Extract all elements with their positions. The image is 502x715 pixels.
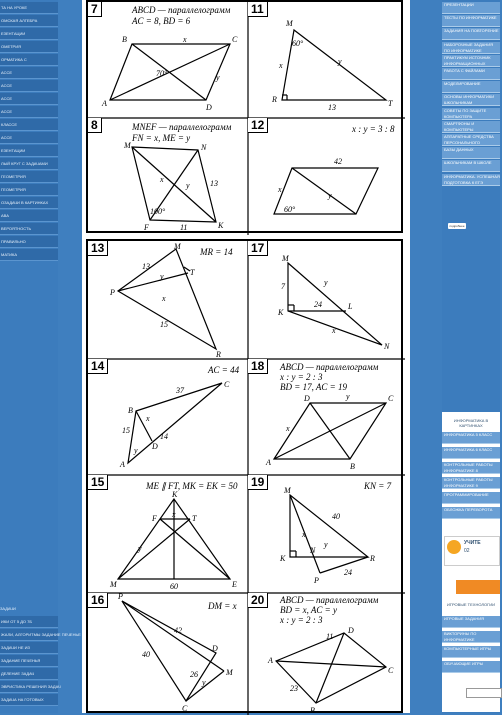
label: C — [224, 380, 230, 389]
label: D — [304, 394, 310, 403]
left-menu-item[interactable]: ЕЗЕНТАЦИИ — [0, 145, 58, 157]
label: P — [314, 576, 319, 585]
label: y — [328, 191, 332, 200]
label: M — [284, 486, 291, 495]
label: B — [128, 406, 133, 415]
label: N — [201, 143, 207, 152]
right-menu-item[interactable]: СМАРТФОНЫ И КОМПЬЮТЕРЫ — [442, 121, 500, 133]
problem-condition: BD = x, AC = y — [280, 605, 337, 615]
left-menu-item[interactable]: ТА НА УРОКЕ — [0, 2, 58, 14]
label: 24 — [344, 568, 352, 577]
left-menu-item[interactable]: ГЕОМЕТРИЯ — [0, 171, 58, 183]
problem-condition: x : y = 2 : 3 — [280, 372, 323, 382]
left-menu-item[interactable]: КЛАССЕ — [0, 119, 58, 131]
label: C — [388, 666, 394, 675]
label: y — [324, 278, 328, 287]
label: y — [160, 272, 164, 281]
left-menu-item[interactable]: ЗАДАЧИ НЕ ИЗ — [0, 642, 58, 654]
problem-number: 19 — [248, 475, 268, 490]
left-menu-item[interactable]: ДЕЛЕНИЕ ЗАДАЧ — [0, 668, 58, 680]
problem-number: 7 — [88, 2, 102, 17]
more-button[interactable]: подробнее — [449, 224, 465, 228]
right-menu-item[interactable]: ИНФОРМАТИКА 5 КЛАСС — [442, 432, 500, 444]
right-mid-heading: ИНФОРМАТИКА В КАРТИНКАХ — [453, 418, 489, 428]
right-menu-item[interactable]: ЗАДАНИЯ НА ПОВТОРЕНИЕ — [442, 28, 500, 40]
label: x — [302, 530, 306, 539]
problem-number: 16 — [88, 593, 108, 608]
label: 14 — [160, 432, 168, 441]
left-menu-item[interactable]: АВА — [0, 210, 58, 222]
right-menu-item[interactable]: ТЕСТЫ ПО ИНФОРМАТИКЕ — [442, 15, 500, 27]
problem-condition: FN = x, ME = y — [132, 133, 191, 143]
left-menu-item[interactable]: МАТИКА — [0, 249, 58, 261]
label: 11 — [180, 223, 188, 232]
label: 60° — [292, 39, 304, 48]
label: C — [182, 704, 188, 713]
label: 24 — [314, 300, 322, 309]
label: D — [212, 644, 218, 653]
label: 15 — [122, 426, 130, 435]
label: x — [286, 424, 290, 433]
label: D — [206, 103, 212, 112]
label: x — [160, 175, 164, 184]
problem-number: 20 — [248, 593, 268, 608]
right-menu-item[interactable]: ИНФОРМАТИКА 6 КЛАСС — [442, 447, 500, 459]
left-menu-item[interactable]: ЗАДАНИЕ ПЕЧЕНЬЯ — [0, 655, 58, 667]
label: L — [348, 302, 353, 311]
problem-condition: KN = 7 — [364, 481, 392, 491]
problem-condition: x : y = 2 : 3 — [280, 615, 323, 625]
label: 26 — [190, 670, 198, 679]
right-menu-item[interactable]: ОСНОВЫ ИНФОРМАТИКИ ШКОЛЬНИКАМ — [442, 94, 500, 106]
problem-number: 12 — [248, 118, 268, 133]
label: P — [110, 288, 115, 297]
problem-condition: ABCD — параллелограмм — [280, 595, 379, 605]
label: 40 — [142, 650, 150, 659]
label: N — [384, 342, 390, 351]
teacher-card[interactable] — [444, 536, 500, 566]
label: A — [102, 99, 107, 108]
problem-condition: DM = x — [208, 601, 237, 611]
problems-page — [82, 0, 410, 713]
label: M — [124, 141, 131, 150]
right-sidebar — [442, 0, 500, 713]
label: 40 — [332, 512, 340, 521]
right-menu-item[interactable]: ИГРОВЫЕ ЗАДАНИЯ — [442, 616, 500, 628]
label: C — [232, 35, 238, 44]
left-section-heading: ЗАДАЧИ — [0, 606, 16, 611]
left-menu-item[interactable]: ИКИ ОТ 5 ДО 7Б — [0, 616, 58, 628]
label: F — [152, 514, 157, 523]
left-menu-item[interactable]: ВЕРОЯТНОСТЬ — [0, 223, 58, 235]
label: 23 — [290, 684, 298, 693]
orange-button[interactable] — [456, 580, 500, 594]
label: N — [310, 546, 316, 555]
right-bottom-heading: ИГРОВЫЕ ТЕХНОЛОГИИ — [446, 602, 496, 607]
label: M — [174, 242, 181, 251]
label: 100° — [150, 207, 166, 216]
left-menu-item[interactable]: ПРАВИЛЬНО — [0, 236, 58, 248]
label: T — [190, 268, 195, 277]
label: A — [120, 460, 125, 469]
label: R — [216, 350, 221, 359]
right-menu-item[interactable]: БАЗЫ ДАННЫХ — [442, 147, 500, 159]
label: y — [216, 73, 220, 82]
label: M — [282, 254, 289, 263]
label: D — [348, 626, 354, 635]
label: x — [146, 414, 150, 423]
figure-12 — [88, 2, 405, 235]
label: P — [118, 592, 123, 601]
label: y — [186, 181, 190, 190]
label: A — [266, 458, 271, 467]
right-menu-item[interactable]: МОДЕЛИРОВАНИЕ — [442, 81, 500, 93]
left-menu-item[interactable]: АССЕ — [0, 93, 58, 105]
problem-number: 11 — [248, 2, 268, 17]
right-menu-item[interactable]: ПРАКТИКУМ ИСТОЧНИК ИНФОРМАЦИОННЫХ — [442, 55, 500, 67]
label: y — [138, 544, 142, 553]
left-sidebar — [0, 0, 81, 713]
right-menu-item[interactable]: АППАРАТНЫЕ СРЕДСТВА ПЕРСОНАЛЬНОГО — [442, 134, 500, 146]
label: y — [134, 446, 138, 455]
label: 13 — [210, 179, 218, 188]
label: 15 — [160, 320, 168, 329]
label: K — [278, 308, 284, 317]
label: R — [370, 554, 375, 563]
label: 37 — [176, 386, 184, 395]
right-menu-item[interactable]: ШКОЛЬНИКАМ В ШКОЛЕ — [442, 160, 500, 172]
search-input[interactable] — [466, 688, 502, 698]
label: 7 — [281, 282, 285, 291]
label: T — [388, 99, 393, 108]
problem-condition: BD = 17, AC = 19 — [280, 382, 347, 392]
right-menu-item[interactable]: НАБОРОЧНЫЕ ЗАДАНИЯ ПО ИНФОРМАТИКЕ — [442, 42, 500, 54]
label: y — [202, 678, 206, 687]
label: M — [226, 668, 233, 677]
label: y — [324, 540, 328, 549]
label: K — [172, 490, 178, 499]
figure-20 — [88, 241, 405, 715]
left-menu-item[interactable]: АССЕ — [0, 132, 58, 144]
left-menu-item[interactable]: ЭВРИСТИКА РЕШЕНИЯ ЗАДАЧ — [0, 681, 58, 693]
label: K — [280, 554, 286, 563]
right-menu-item[interactable]: СОВЕТЫ ПО ЗАЩИТЕ КОМПЬЮТЕРА — [442, 108, 500, 120]
problems-grid-bottom — [86, 239, 403, 713]
label: D — [152, 442, 158, 451]
label: E — [232, 580, 237, 589]
problem-condition: MR = 14 — [200, 247, 233, 257]
right-menu-item[interactable]: ПРЕЗЕНТАЦИИ — [442, 2, 500, 14]
label: 42 — [334, 157, 342, 166]
teacher-logo-icon — [447, 540, 461, 554]
label: K — [218, 221, 224, 230]
problem-number: 8 — [88, 118, 102, 133]
label: M — [110, 580, 117, 589]
label: 13 — [328, 103, 336, 112]
label: R — [272, 95, 277, 104]
problem-number: 18 — [248, 359, 268, 374]
label: x — [279, 61, 283, 70]
label: A — [268, 656, 273, 665]
left-menu-item[interactable]: ОМСКАЯ АЛГЕБРА — [0, 15, 58, 27]
left-menu-item[interactable]: АССЕ — [0, 80, 58, 92]
teacher-number: 02 — [464, 548, 470, 554]
right-menu-item[interactable]: КОНТРОЛЬНЫЕ РАБОТЫ ИНФОРМАТИКЕ 8 — [442, 462, 500, 474]
left-menu-item[interactable]: АССЕ — [0, 106, 58, 118]
label: C — [388, 394, 394, 403]
problem-number: 17 — [248, 241, 268, 256]
left-menu-item[interactable]: ОРМАТИКА С — [0, 54, 58, 66]
problem-number: 15 — [88, 475, 108, 490]
problem-number: 13 — [88, 241, 108, 256]
teacher-label: УЧИТЕ — [464, 540, 481, 546]
label: y — [338, 57, 342, 66]
label: x — [332, 326, 336, 335]
left-menu-item[interactable]: АССЕ — [0, 67, 58, 79]
problem-condition: x : y = 3 : 8 — [352, 124, 395, 134]
label: B — [350, 462, 355, 471]
left-menu-item[interactable]: ОМЕТРИЯ — [0, 41, 58, 53]
problem-condition: AC = 8, BD = 6 — [132, 16, 191, 26]
label: T — [192, 514, 197, 523]
label: 60 — [170, 582, 178, 591]
right-menu-item[interactable]: ОБЛОЖКА ПЕРЕВОРОТА — [442, 507, 500, 519]
problem-condition: ME ∥ FT, MK = EK = 50 — [146, 481, 238, 491]
left-menu-item[interactable]: ГЕОМЕТРИЯ — [0, 184, 58, 196]
label: 11 — [326, 632, 334, 641]
problems-grid-top — [86, 0, 403, 233]
label: B — [122, 35, 127, 44]
left-menu-item[interactable]: ЖАЛИ, АЛГОРИТМЫ ЗАДАНИЕ ПЕЧЕНЬЕ — [0, 629, 58, 641]
label: B — [310, 706, 315, 715]
right-menu-item[interactable]: ОБУЧАЮЩИЕ ИГРЫ — [442, 661, 500, 673]
problem-number: 14 — [88, 359, 108, 374]
label: 60° — [284, 205, 296, 214]
right-menu-item[interactable]: КОНТРОЛЬНЫЕ РАБОТЫ ИНФОРМАТИКЕ 9 — [442, 477, 500, 489]
right-menu-item[interactable]: КОМПЬЮТЕРНЫЕ ИГРЫ — [442, 646, 500, 658]
left-menu-item[interactable]: ОЗАДАЧИ В КАРТИНКАХ — [0, 197, 58, 209]
label: 13 — [142, 262, 150, 271]
label: x — [278, 185, 282, 194]
label: M — [286, 19, 293, 28]
label: x — [183, 35, 187, 44]
right-menu-item[interactable]: ИНФОРМАТИКА. УСПЕШНАЯ ПОДГОТОВКА К ЕГЭ — [444, 173, 500, 185]
left-menu-item[interactable]: ЕЗЕНТАЦИИ — [0, 28, 58, 40]
right-menu-item[interactable]: ВИКТОРИНЫ ПО ИНФОРМАТИКЕ — [442, 631, 500, 643]
label: y — [346, 392, 350, 401]
left-menu-item[interactable]: ЛЫЙ КРУГ С ЗАДАЧАМИ — [0, 158, 58, 170]
label: x — [162, 294, 166, 303]
right-menu-item[interactable]: РАБОТА С ФАЙЛАМИ — [442, 68, 500, 80]
right-menu-item[interactable]: ПРОГРАММИРОВАНИЕ — [442, 492, 500, 504]
label: 42 — [174, 626, 182, 635]
label: 70° — [156, 69, 168, 78]
problem-condition: ABCD — параллелограмм — [280, 362, 379, 372]
problem-condition: AC = 44 — [208, 365, 240, 375]
left-menu-item[interactable]: ЗАДАЧА НА ГОТОВЫХ — [0, 694, 58, 706]
label: F — [144, 223, 149, 232]
label: x — [172, 510, 176, 519]
problem-condition: MNEF — параллелограмм — [132, 122, 232, 132]
problem-condition: ABCD — параллелограмм — [132, 5, 231, 15]
